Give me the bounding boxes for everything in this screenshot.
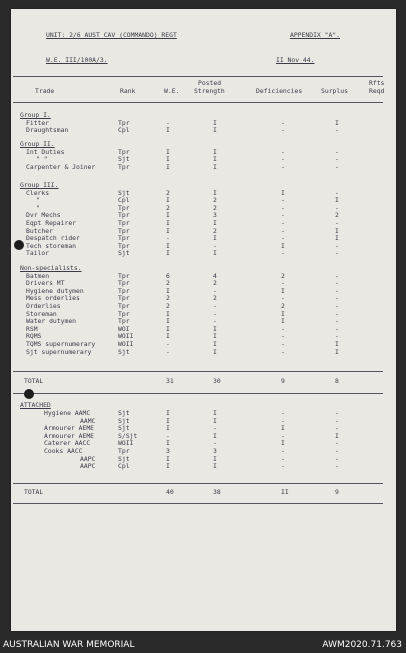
row-rank: Tpr <box>118 226 130 235</box>
row-surplus: - <box>335 219 339 227</box>
row-rank: Cpl <box>118 196 130 205</box>
attached-trade: AAPC <box>80 462 96 471</box>
row-we: - <box>166 347 170 356</box>
row-trade: Int Duties <box>26 147 65 156</box>
row-deficiencies: I <box>281 317 285 326</box>
row-deficiencies: - <box>281 324 285 333</box>
row-we: I <box>166 211 170 220</box>
row-we: I <box>166 241 170 250</box>
row-trade: RQMS <box>26 332 42 341</box>
row-trade: Clerks <box>26 188 50 197</box>
row-surplus: - <box>335 279 339 288</box>
row-we: I <box>166 162 170 171</box>
row-deficiencies: - <box>281 162 285 171</box>
row-rank: Tpr <box>118 147 130 156</box>
row-posted: I <box>213 155 217 164</box>
row-trade: " <box>36 203 40 212</box>
row-surplus: - <box>335 286 339 295</box>
row-surplus: I <box>335 196 339 205</box>
row-surplus: - <box>335 162 339 171</box>
we-reference: W.E. III/100A/3. <box>46 56 108 64</box>
col-surplus: Surplus <box>321 87 348 95</box>
attached-rank: WOII <box>118 439 134 448</box>
attached-posted: - <box>213 424 217 433</box>
row-trade: TQMS supernumerary <box>26 340 96 348</box>
row-trade: Drivers MT <box>26 279 65 288</box>
row-rank: Tpr <box>118 286 130 295</box>
attached-posted: I <box>213 409 217 417</box>
row-deficiencies: - <box>281 118 285 127</box>
row-trade: Tech storeman <box>26 241 77 250</box>
row-posted: 3 <box>213 211 217 220</box>
row-rank: Tpr <box>118 302 130 310</box>
attached-surplus: - <box>335 424 339 433</box>
row-rank: WOI <box>118 324 130 333</box>
row-trade: Despatch rider <box>26 234 80 243</box>
col-trade: Trade <box>35 87 55 95</box>
row-trade: Sjt supernumerary <box>26 347 92 356</box>
row-rank: Sjt <box>118 347 130 356</box>
total2-surplus: 9 <box>335 488 339 496</box>
row-trade: Batmen <box>26 271 50 280</box>
row-rank: Tpr <box>118 219 130 227</box>
attached-we: 3 <box>166 447 170 455</box>
attached-we: I <box>166 462 170 471</box>
row-posted: I <box>213 347 217 356</box>
row-trade: Mess orderlies <box>26 294 80 303</box>
row-we: - <box>166 118 170 127</box>
row-deficiencies: I <box>281 309 285 318</box>
row-deficiencies: I <box>281 286 285 295</box>
row-trade: Butcher <box>26 226 53 235</box>
row-we: I <box>166 249 170 258</box>
row-rank: Tpr <box>118 294 130 303</box>
row-posted: I <box>213 188 217 197</box>
row-we: - <box>166 234 170 243</box>
row-surplus: - <box>335 249 339 258</box>
row-we: I <box>166 286 170 295</box>
row-rank: Sjt <box>118 188 130 197</box>
row-rank: Tpr <box>118 162 130 171</box>
row-rank: Tpr <box>118 211 130 220</box>
row-deficiencies: - <box>281 234 285 243</box>
attached-rank: Sjt <box>118 454 130 463</box>
attached-deficiencies: - <box>281 431 285 440</box>
attached-posted: I <box>213 431 217 440</box>
row-deficiencies: - <box>281 126 285 135</box>
col-rfts-1: Rfts <box>369 79 385 87</box>
row-we: I <box>166 147 170 156</box>
attached-posted: I <box>213 454 217 463</box>
row-surplus: - <box>335 155 339 164</box>
total1-posted: 30 <box>213 377 221 385</box>
row-deficiencies: - <box>281 294 285 303</box>
group-title: Group II. <box>20 140 55 148</box>
row-we: I <box>166 309 170 318</box>
row-deficiencies: I <box>281 241 285 250</box>
row-rank: Tpr <box>118 317 130 326</box>
row-rank: Tpr <box>118 241 130 250</box>
row-we: I <box>166 196 170 205</box>
row-posted: I <box>213 126 217 135</box>
col-we: W.E. <box>164 87 180 95</box>
row-trade: Tailor <box>26 249 50 258</box>
total2-deficiencies: II <box>281 488 289 496</box>
total2-we: 40 <box>166 488 174 496</box>
row-surplus: I <box>335 347 339 356</box>
attached-rank: Sjt <box>118 424 130 433</box>
attached-posted: - <box>213 439 217 448</box>
attached-trade: AAMC <box>80 416 96 425</box>
row-we: I <box>166 317 170 326</box>
attached-deficiencies: - <box>281 409 285 417</box>
row-surplus: I <box>335 226 339 235</box>
row-we: I <box>166 219 170 227</box>
row-deficiencies: - <box>281 196 285 205</box>
row-deficiencies: - <box>281 226 285 235</box>
row-deficiencies: - <box>281 347 285 356</box>
row-posted: I <box>213 324 217 333</box>
attached-surplus: - <box>335 462 339 471</box>
attached-we: I <box>166 409 170 417</box>
total1-deficiencies: 9 <box>281 377 285 385</box>
total1-we: 31 <box>166 377 174 385</box>
row-posted: 4 <box>213 271 217 280</box>
row-deficiencies: - <box>281 203 285 212</box>
row-surplus: - <box>335 294 339 303</box>
row-rank: Tpr <box>118 271 130 280</box>
row-posted: I <box>213 162 217 171</box>
attached-rank: Sjt <box>118 409 130 417</box>
attached-posted: I <box>213 416 217 425</box>
row-rank: Sjt <box>118 249 130 258</box>
footer-accession: AWM2020.71.763 <box>322 640 402 650</box>
row-trade: " " <box>36 155 48 164</box>
row-rank: Tpr <box>118 309 130 318</box>
row-surplus: I <box>335 118 339 127</box>
row-surplus: - <box>335 126 339 135</box>
row-rank: Tpr <box>118 203 130 212</box>
row-posted: - <box>213 286 217 295</box>
row-we: 2 <box>166 188 170 197</box>
attached-deficiencies: - <box>281 416 285 425</box>
row-surplus: - <box>335 302 339 310</box>
row-posted: I <box>213 234 217 243</box>
row-trade: Carpenter & Joiner <box>26 162 96 171</box>
group-title: Group I. <box>20 111 51 119</box>
row-trade: Hygiene dutymen <box>26 286 84 295</box>
attached-rank: Sjt <box>118 416 130 425</box>
total1-rule-bottom <box>13 393 383 394</box>
row-deficiencies: I <box>281 188 285 197</box>
attached-title: ATTACHED <box>20 401 51 409</box>
attached-we: I <box>166 416 170 425</box>
group-title: Group III. <box>20 181 59 189</box>
row-surplus: - <box>335 332 339 341</box>
attached-deficiencies: - <box>281 447 285 455</box>
punch-hole-upper <box>14 240 24 250</box>
row-we: I <box>166 155 170 164</box>
footer-credit: AUSTRALIAN WAR MEMORIAL <box>3 640 135 650</box>
row-surplus: - <box>335 203 339 212</box>
row-posted: I <box>213 249 217 258</box>
attached-rank: Tpr <box>118 447 130 455</box>
row-we: I <box>166 324 170 333</box>
row-surplus: - <box>335 147 339 156</box>
row-trade: RSM <box>26 324 38 333</box>
punch-hole-lower <box>24 389 34 399</box>
row-posted: I <box>213 147 217 156</box>
row-we: I <box>166 332 170 341</box>
row-posted: I <box>213 118 217 127</box>
row-posted: I <box>213 332 217 341</box>
col-deficiencies: Deficiencies <box>256 87 303 95</box>
row-posted: - <box>213 317 217 326</box>
attached-we: I <box>166 424 170 433</box>
row-trade: Water dutymen <box>26 317 77 326</box>
row-surplus: I <box>335 340 339 348</box>
row-deficiencies: - <box>281 332 285 341</box>
row-deficiencies: - <box>281 211 285 220</box>
attached-surplus: - <box>335 439 339 448</box>
col-posted-2: Strength <box>194 87 225 95</box>
row-posted: 2 <box>213 226 217 235</box>
row-posted: 2 <box>213 279 217 288</box>
row-posted: - <box>213 302 217 310</box>
row-deficiencies: - <box>281 155 285 164</box>
attached-trade: Caterer AACC <box>44 439 91 448</box>
col-rank: Rank <box>120 87 136 95</box>
col-rfts-2: Reqd <box>369 87 385 95</box>
row-deficiencies: - <box>281 279 285 288</box>
row-rank: Sjt <box>118 155 130 164</box>
row-surplus: - <box>335 241 339 250</box>
row-posted: - <box>213 241 217 250</box>
attached-rank: S/Sjt <box>118 431 138 440</box>
row-posted: 2 <box>213 203 217 212</box>
row-we: - <box>166 340 170 348</box>
attached-deficiencies: I <box>281 424 285 433</box>
attached-deficiencies: - <box>281 454 285 463</box>
row-deficiencies: - <box>281 219 285 227</box>
row-rank: Cpl <box>118 126 130 135</box>
row-deficiencies: 2 <box>281 302 285 310</box>
attached-posted: 3 <box>213 447 217 455</box>
row-rank: Tpr <box>118 234 130 243</box>
attached-trade: Hygiene AAMC <box>44 409 91 417</box>
row-surplus: - <box>335 324 339 333</box>
document-date: II Nov 44. <box>276 56 315 64</box>
row-trade: Dvr Mechs <box>26 211 61 220</box>
row-rank: WOII <box>118 340 134 348</box>
total1-label: TOTAL <box>24 377 44 385</box>
attached-posted: I <box>213 462 217 471</box>
row-trade: Eqpt Repairer <box>26 219 77 227</box>
appendix-label: APPENDIX "A". <box>290 31 341 39</box>
total2-posted: 38 <box>213 488 221 496</box>
total2-rule-top <box>13 483 383 484</box>
row-trade: Orderlies <box>26 302 61 310</box>
col-posted-1: Posted <box>198 79 222 87</box>
attached-deficiencies: I <box>281 439 285 448</box>
row-rank: WOII <box>118 332 134 341</box>
row-we: 2 <box>166 203 170 212</box>
row-trade: Fitter <box>26 118 50 127</box>
row-surplus: - <box>335 317 339 326</box>
attached-we: I <box>166 454 170 463</box>
row-posted: 2 <box>213 196 217 205</box>
row-we: 2 <box>166 279 170 288</box>
row-surplus: - <box>335 309 339 318</box>
row-trade: " <box>36 196 40 205</box>
row-trade: Draughtsman <box>26 126 69 135</box>
attached-surplus: - <box>335 454 339 463</box>
attached-we: I <box>166 439 170 448</box>
row-surplus: 2 <box>335 211 339 220</box>
attached-trade: Armourer AEME <box>44 424 95 433</box>
attached-we: - <box>166 431 170 440</box>
row-surplus: I <box>335 234 339 243</box>
row-rank: Tpr <box>118 118 130 127</box>
attached-surplus: I <box>335 431 339 440</box>
row-we: 2 <box>166 302 170 310</box>
row-trade: Storeman <box>26 309 57 318</box>
row-we: I <box>166 226 170 235</box>
attached-rank: Cpl <box>118 462 130 471</box>
row-posted: 2 <box>213 294 217 303</box>
attached-surplus: - <box>335 416 339 425</box>
header-rule-top <box>13 76 383 77</box>
total1-surplus: 8 <box>335 377 339 385</box>
header-rule-bottom <box>13 102 383 103</box>
row-deficiencies: - <box>281 249 285 258</box>
row-posted: I <box>213 340 217 348</box>
row-we: 6 <box>166 271 170 280</box>
row-we: 2 <box>166 294 170 303</box>
row-deficiencies: 2 <box>281 271 285 280</box>
unit-title: UNIT: 2/6 AUST CAV (COMMANDO) REGT <box>46 31 177 39</box>
total2-label: TOTAL <box>24 488 44 496</box>
total2-rule-bottom <box>13 503 383 504</box>
attached-surplus: - <box>335 447 339 455</box>
attached-surplus: - <box>335 409 339 417</box>
row-rank: Tpr <box>118 279 130 288</box>
attached-trade: Armourer AEME <box>44 431 95 440</box>
total1-rule-top <box>13 371 383 372</box>
attached-deficiencies: - <box>281 462 285 471</box>
row-deficiencies: - <box>281 147 285 156</box>
attached-trade: AAPC <box>80 454 96 463</box>
group-title: Non-specialists. <box>20 264 82 272</box>
attached-trade: Cooks AACC <box>44 447 83 455</box>
row-deficiencies: - <box>281 340 285 348</box>
row-surplus: - <box>335 271 339 280</box>
row-posted: I <box>213 219 217 227</box>
row-we: I <box>166 126 170 135</box>
row-posted: - <box>213 309 217 318</box>
row-surplus: - <box>335 188 339 197</box>
